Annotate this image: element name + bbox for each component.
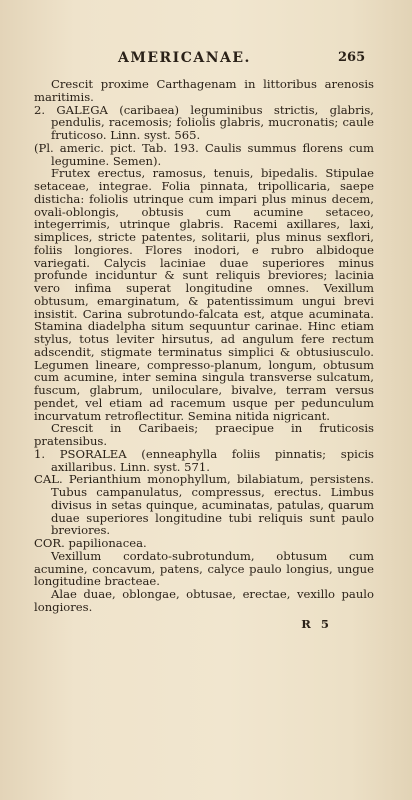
running-title: AMERICANAE.	[118, 50, 251, 66]
body-text	[34, 78, 374, 630]
paragraph-habitat-2: Crescit in Caribaeis; praecipue in fruticosis pratensibus.	[34, 421, 374, 448]
paragraph-psoralea-entry: 1. PSORALEA (enneaphylla foliis pinnatis; spicis axillaribus. Linn. syst. 571.	[34, 446, 374, 474]
paragraph-calyx: CAL. Perianthium monophyllum, bilabiatum, persistens. Tubus campanulatus, compressus, erectus. Limbus divisus in setas quinque, acuminatas, patulas, quarum duae superiores longitudine tubi reliquis sunt paulo breviores.	[34, 472, 374, 538]
paragraph-habitat-1: Crescit proxime Carthagenam in littoribus arenosis maritimis.	[34, 77, 374, 104]
paragraph-plate-reference: (Pl. americ. pict. Tab. 193. Caulis summus florens cum legumine. Semen).	[34, 140, 374, 168]
paragraph-vexillum: Vexillum cordato-subrotundum, obtusum cum acumine, concavum, patens, calyce paulo longius, ungue longitudine bracteae.	[34, 548, 374, 589]
signature-mark: R 5	[301, 616, 332, 631]
paragraph-alae: Alae duae, oblongae, obtusae, erectae, vexillo paulo longiores.	[34, 587, 374, 614]
page-number: 265	[338, 50, 366, 65]
paragraph-galega-entry: 2. GALEGA (caribaea) leguminibus strictis, glabris, pendulis, racemosis; foliolis glabris, mucronatis; caule fruticoso. Linn. syst. 565.	[34, 102, 374, 142]
page-header	[0, 50, 412, 70]
paragraph-description: Frutex erectus, ramosus, tenuis, bipedalis. Stipulae setaceae, integrae. Folia pinnata, tripollicaria, saepe disticha: foliolis utrinque cum impari plus minus decem, ovali-oblongis, obtusis cum acumine setaceo, integerrimis, utrinque glabris. Racemi axillares, laxi, simplices, stricte patentes, solitarii, plus minus sexflori, foliis longiores. Flores inodori, e rubro albidoque variegati. Calycis laciniae duae superiores minus profunde inciduntur & sunt reliquis breviores; lacinia vero infima superat longitudine omnes. Vexillum obtusum, emarginatum, & patentissimum ungui brevi insistit. Carina subrotundo-falcata est, atque acuminata. Stamina diadelpha situm sequuntur carinae. Hinc etiam stylus, totus leviter hirsutus, ad angulum fere rectum adscendit, stigmate terminatus simplici & obtusiusculo. Legumen lineare, compresso-planum, longum, obtusum cum acumine, inter semina singula transverse sulcatum, fuscum, glabrum, uniloculare, bivalve, terram versus pendet, vel etiam ad racemum usque per pedunculum incurvatum retroflectitur. Semina nitida nigricant.	[34, 166, 374, 423]
paragraph-corolla: COR. papilionacea.	[34, 536, 147, 550]
